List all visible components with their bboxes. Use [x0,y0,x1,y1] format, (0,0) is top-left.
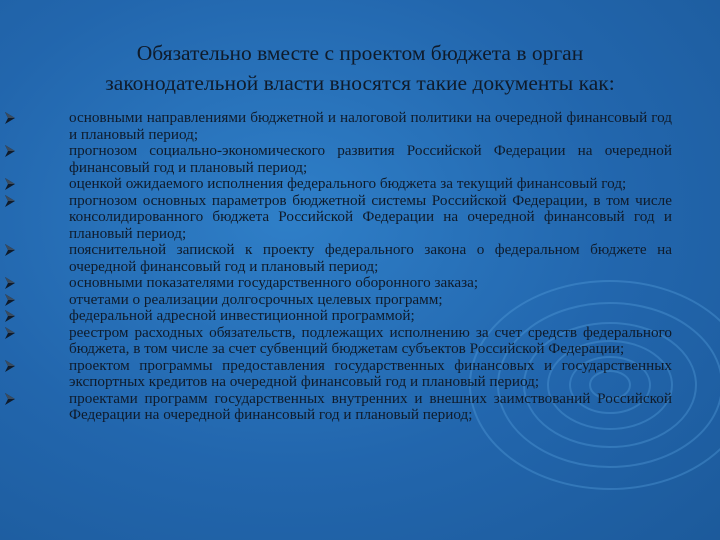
list-item-text: проектами программ государственных внутренних и внешних заимствований Российской Федерации на очередной финансовый год и плановый период; [69,389,672,423]
arrowhead-bullet-icon [5,327,15,339]
list-item [0,176,720,193]
list-item-text: реестром расходных обязательств, подлежащих исполнению за счет средств федерального бюджета, в том числе за счет субвенций бюджетам субъектов Российской Федерации; [69,323,672,357]
list-item-text: основными направлениями бюджетной и налоговой политики на очередной финансовый год и плановый период; [69,109,672,143]
slide-title-line-2: законодательной власти вносятся такие документы как: [105,71,615,95]
list-item-text: проектом программы предоставления государственных финансовых и государственных экспортных кредитов на очередной финансовый год и плановый период; [69,356,672,390]
arrowhead-bullet-icon [5,294,15,306]
list-item [0,292,720,309]
document-list [0,110,720,424]
arrowhead-bullet-icon [5,178,15,190]
list-item [0,391,720,424]
arrowhead-bullet-icon [5,112,15,124]
arrowhead-bullet-icon [5,393,15,405]
list-item [0,110,720,143]
arrowhead-bullet-icon [5,277,15,289]
list-item [0,325,720,358]
list-item [0,275,720,292]
list-item [0,143,720,176]
slide-title-line-1: Обязательно вместе с проектом бюджета в орган [136,41,584,65]
list-item-text: пояснительной запиской к проекту федерального закона о федеральном бюджете на очередной финансовый год и плановый период; [69,241,672,275]
arrowhead-bullet-icon [5,310,15,322]
slide-title [40,38,680,98]
list-item-text: отчетами о реализации долгосрочных целевых программ; [69,290,443,308]
list-item-text: прогнозом основных параметров бюджетной системы Российской Федерации, в том числе консолидированного бюджета Российской Федерации на очередной финансовый год и плановый период; [69,191,672,242]
list-item-text: прогнозом социально-экономического развития Российской Федерации на очередной финансовый год и плановый период; [69,142,672,176]
list-item-text: федеральной адресной инвестиционной программой; [69,307,415,324]
arrowhead-bullet-icon [5,145,15,157]
list-item [0,358,720,391]
list-item-text: оценкой ожидаемого исполнения федерального бюджета за текущий финансовый год; [69,175,627,192]
list-item [0,242,720,275]
list-item-text: основными показателями государственного оборонного заказа; [69,274,479,291]
arrowhead-bullet-icon [5,360,15,372]
arrowhead-bullet-icon [5,244,15,256]
list-item [0,308,720,325]
list-item [0,193,720,243]
arrowhead-bullet-icon [5,195,15,207]
